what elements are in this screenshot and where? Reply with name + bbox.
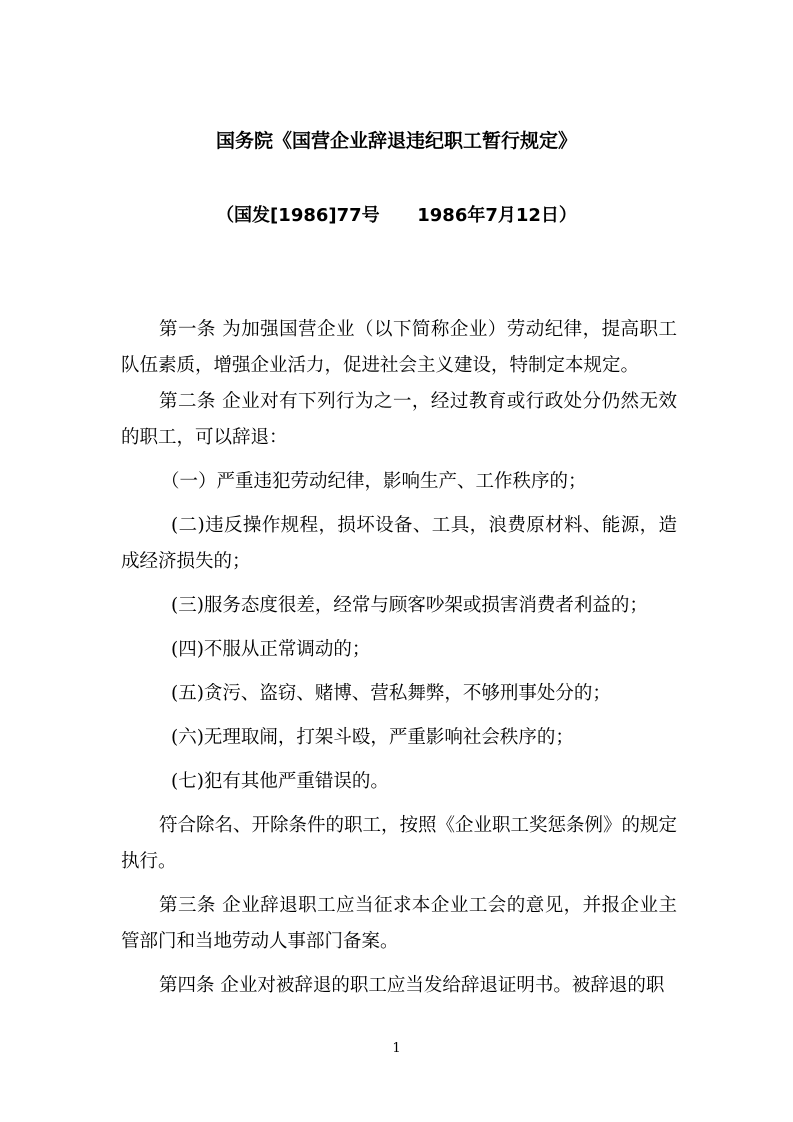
list-item: （一）严重违犯劳动纪律，影响生产、工作秩序的； [161,471,587,492]
article-4: 第四条 企业对被辞退的职工应当发给辞退证明书。被辞退的职 [159,975,665,996]
list-item: (二)违反操作规程，损坏设备、工具，浪费原材料、能源，造成经济损失的； [121,515,677,572]
spacer [121,500,677,508]
spacer [121,756,677,764]
spacer [121,800,677,808]
document-body [121,312,677,1004]
spacer [121,456,677,464]
spacer [121,960,677,968]
document-title: 国务院《国营企业辞退违纪职工暂行规定》 [215,130,577,152]
document-subtitle: （国发[1986]77号 1986年7月12日） [216,205,577,226]
article-1: 第一条 为加强国营企业（以下简称企业）劳动纪律，提高职工队伍素质，增强企业活力，促进社会主义建设，特制定本规定。 [121,319,677,376]
list-item: (四)不服从正常调动的； [171,639,371,660]
spacer [121,668,677,676]
spacer [121,624,677,632]
list-item: (五)贪污、盗窃、赌博、营私舞弊，不够刑事处分的； [171,683,611,704]
article-2-tail: 符合除名、开除条件的职工，按照《企业职工奖惩条例》的规定执行。 [121,815,678,872]
article-2: 第二条 企业对有下列行为之一，经过教育或行政处分仍然无效的职工，可以辞退： [121,391,677,448]
article-3: 第三条 企业辞退职工应当征求本企业工会的意见，并报企业主管部门和当地劳动人事部门备案。 [121,895,677,952]
spacer [121,880,677,888]
list-item: (六)无理取闹，打架斗殴，严重影响社会秩序的； [171,727,574,748]
spacer [121,580,677,588]
spacer [121,712,677,720]
list-item: (七)犯有其他严重错误的。 [171,771,389,792]
list-item: (三)服务态度很差，经常与顾客吵架或损害消费者利益的； [171,595,648,616]
page-number: 1 [392,1041,401,1056]
